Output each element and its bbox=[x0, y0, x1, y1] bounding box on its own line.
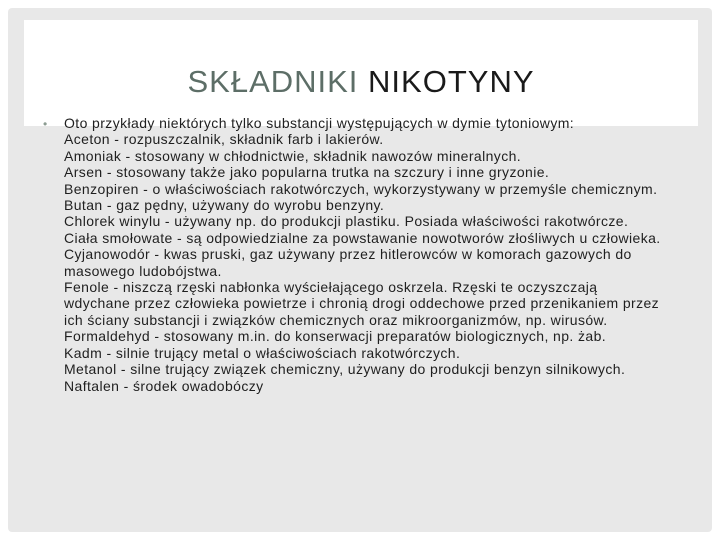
title-box bbox=[24, 20, 698, 126]
bullet-text: Oto przykłady niektórych tylko substancji występujących w dymie tytoniowym: Aceton - rozpuszczalnik, składnik farb i lakierów. Amoniak - stosowany w chłodnictwie, składnik nawozów mineralnych. Arsen - stosowany także jako popularna trutka na szczury i inne gryzonie. Benzopiren - o właściwościach rakotwórczych, wykorzystywany w przemyśle chemicznym. Butan - gaz pędny, używany do wyrobu benzyny. Chlorek winylu - używany np. do produkcji plastiku. Posiada właściwości rakotwórcze. Ciała smołowate - są odpowiedzialne za powstawanie nowotworów złośliwych u człowieka. Cyjanowodór - kwas pruski, gaz używany przez hitlerowców w komorach gazowych do masowego ludobójstwa. Fenole - niszczą rzęski nabłonka wyściełającego oskrzela. Rzęski te oczyszczają wdychane przez człowieka powietrze i chronią drogi oddechowe przed przenikaniem przez ich ściany substancji i związków chemicznych oraz mikroorganizmów, np. wirusów. Formaldehyd - stosowany m.in. do konserwacji preparatów biologicznych, np. żab. Kadm - silnie trujący metal o właściwościach rakotwórczych. Metanol - silne trujący związek chemiczny, używany do produkcji benzyn silnikowych. Naftalen - środek owadobóczy bbox=[64, 115, 661, 394]
bullet-icon: • bbox=[43, 117, 48, 131]
slide-title bbox=[24, 64, 698, 100]
title-word-skladniki: SKŁADNIKI bbox=[187, 64, 359, 99]
bullet-content bbox=[43, 115, 664, 394]
title-word-nikotyny: NIKOTYNY bbox=[368, 64, 535, 99]
